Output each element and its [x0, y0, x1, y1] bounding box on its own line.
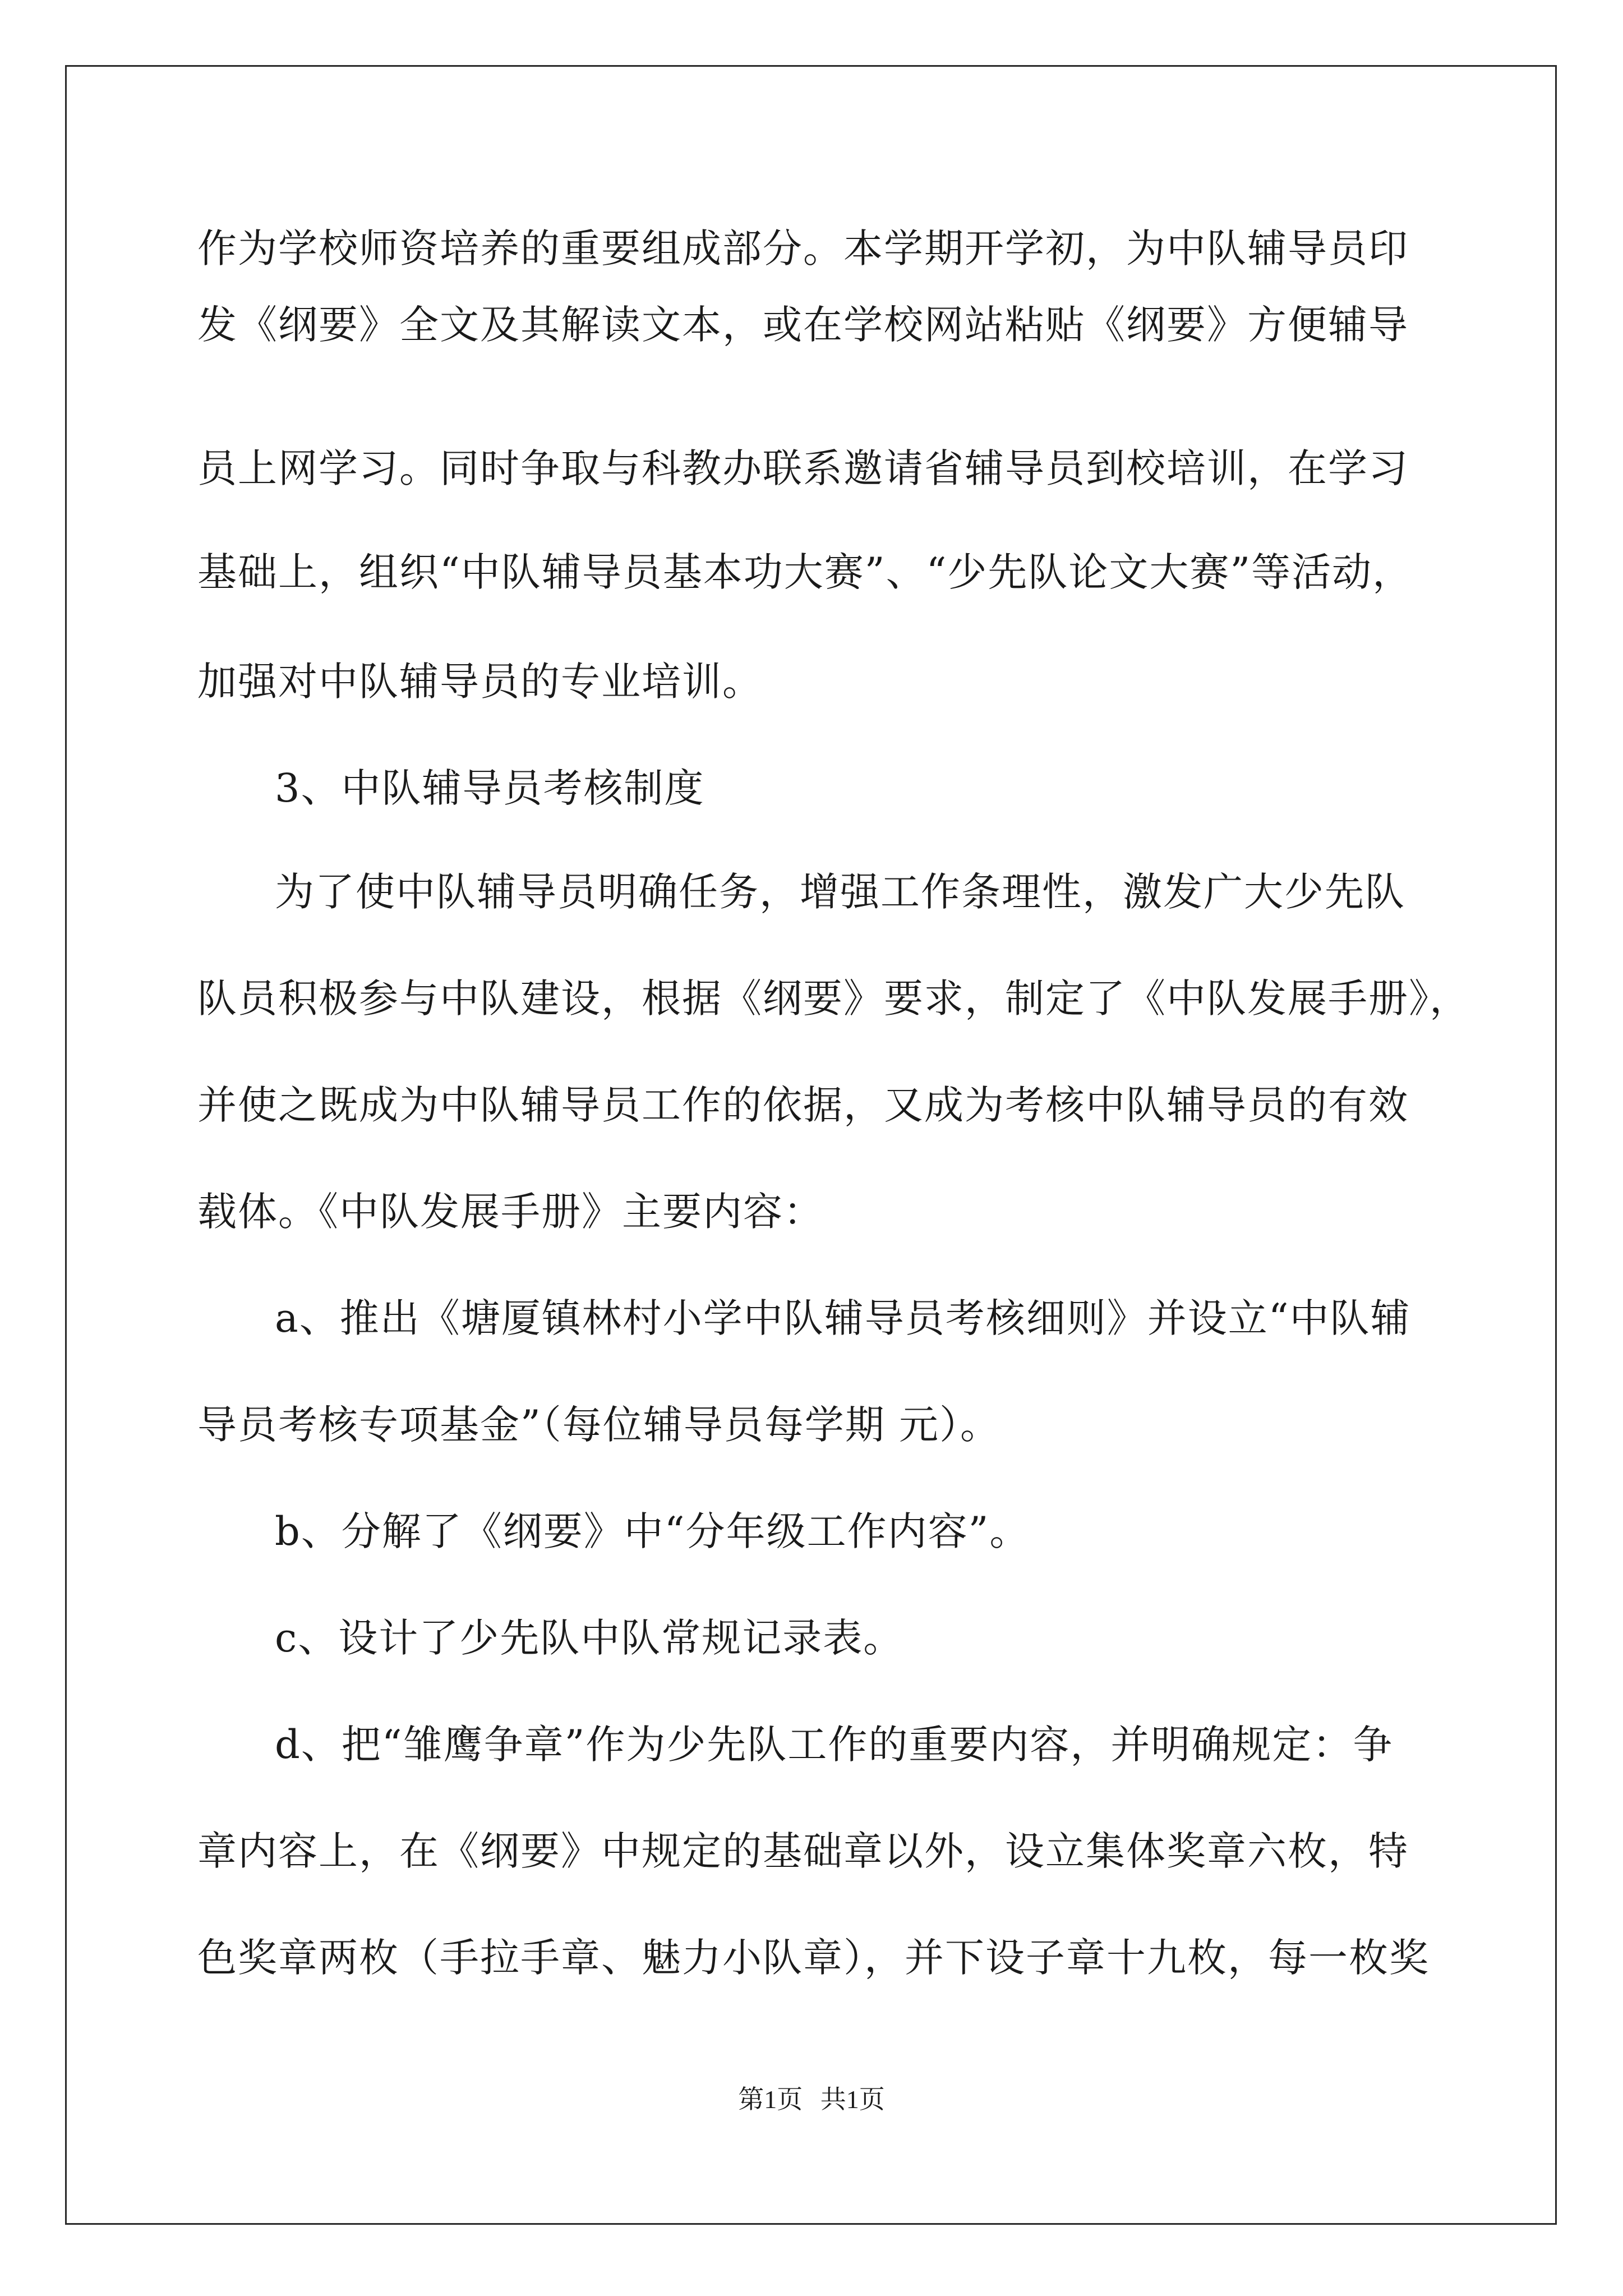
- text-line: 发《纲要》全文及其解读文本，或在学校网站粘贴《纲要》方便辅导: [197, 302, 1409, 348]
- text-line: 章内容上，在《纲要》中规定的基础章以外，设立集体奖章六枚，特: [197, 1828, 1409, 1874]
- page-number: 第1页: [738, 2085, 803, 2114]
- text-line: a、推出《塘厦镇林村小学中队辅导员考核细则》并设立“中队辅: [275, 1295, 1411, 1341]
- text-line: 为了使中队辅导员明确任务，增强工作条理性，激发广大少先队: [275, 869, 1405, 915]
- text-line: 载体。《中队发展手册》主要内容：: [197, 1189, 824, 1235]
- text-line: 加强对中队辅导员的专业培训。: [197, 659, 763, 705]
- page-total: 共1页: [820, 2085, 885, 2114]
- text-line: 队员积极参与中队建设，根据《纲要》要求，制定了《中队发展手册》，: [197, 976, 1470, 1022]
- text-line: c、设计了少先队中队常规记录表。: [275, 1615, 904, 1661]
- text-line: 作为学校师资培养的重要组成部分。本学期开学初，为中队辅导员印: [197, 226, 1409, 272]
- text-line: 并使之既成为中队辅导员工作的依据，又成为考核中队辅导员的有效: [197, 1082, 1409, 1128]
- text-line: d、把“雏鹰争章”作为少先队工作的重要内容，并明确规定：争: [275, 1722, 1394, 1768]
- text-line: 色奖章两枚（手拉手章、魅力小队章），并下设子章十九枚，每一枚奖: [197, 1935, 1430, 1981]
- text-line: 导员考核专项基金”（每位辅导员每学期 元）。: [197, 1402, 1001, 1448]
- page-border: [65, 65, 1557, 2225]
- text-line: 员上网学习。同时争取与科教办联系邀请省辅导员到校培训，在学习: [197, 445, 1409, 491]
- page-footer: [0, 2087, 1623, 2113]
- text-line: 基础上，组织“中队辅导员基本功大赛”、“少先队论文大赛”等活动，: [197, 549, 1413, 595]
- section-heading: 3、中队辅导员考核制度: [275, 765, 705, 811]
- text-line: b、分解了《纲要》中“分年级工作内容”。: [275, 1508, 1030, 1554]
